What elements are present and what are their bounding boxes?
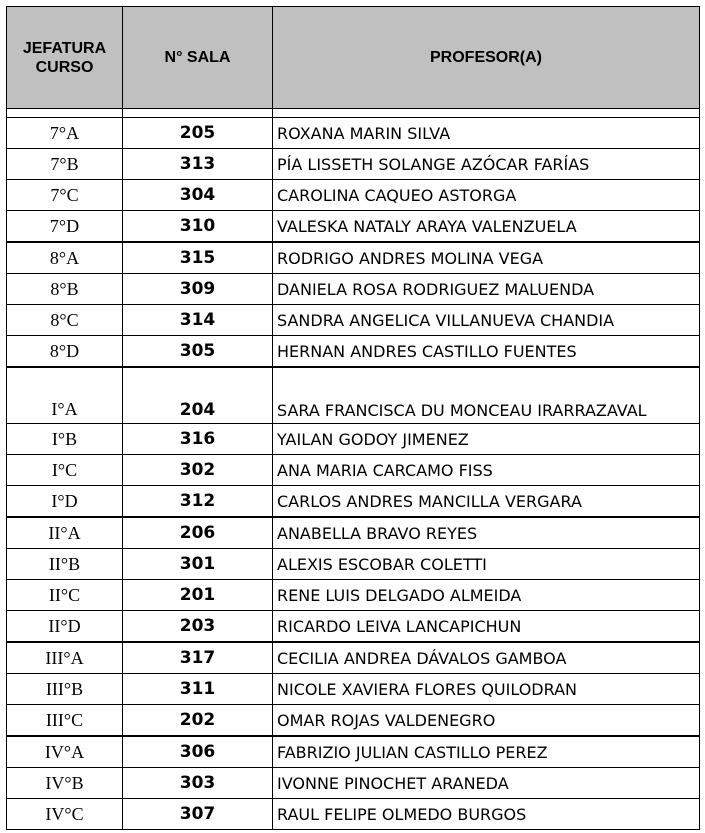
profesor-cell: RICARDO LEIVA LANCAPICHUN bbox=[273, 611, 700, 643]
table-row bbox=[7, 180, 700, 211]
jefatura-table bbox=[6, 6, 700, 830]
profesor-cell: RAUL FELIPE OLMEDO BURGOS bbox=[273, 799, 700, 830]
curso-cell: II°A bbox=[7, 517, 123, 549]
sala-cell: 201 bbox=[123, 580, 273, 611]
sala-cell: 206 bbox=[123, 517, 273, 549]
sala-cell: 304 bbox=[123, 180, 273, 211]
spacer-row bbox=[7, 109, 700, 118]
curso-cell: 8°C bbox=[7, 305, 123, 336]
table-row bbox=[7, 642, 700, 674]
sala-cell: 306 bbox=[123, 736, 273, 768]
curso-cell: I°B bbox=[7, 424, 123, 455]
table-row bbox=[7, 768, 700, 799]
curso-cell: II°D bbox=[7, 611, 123, 643]
profesor-cell: FABRIZIO JULIAN CASTILLO PEREZ bbox=[273, 736, 700, 768]
curso-cell: III°B bbox=[7, 674, 123, 705]
profesor-cell: VALESKA NATALY ARAYA VALENZUELA bbox=[273, 211, 700, 243]
sala-cell: 312 bbox=[123, 486, 273, 518]
table-row bbox=[7, 705, 700, 737]
curso-cell: 7°B bbox=[7, 149, 123, 180]
profesor-cell: SANDRA ANGELICA VILLANUEVA CHANDIA bbox=[273, 305, 700, 336]
sala-cell: 302 bbox=[123, 455, 273, 486]
sala-cell: 309 bbox=[123, 274, 273, 305]
curso-cell: 8°A bbox=[7, 242, 123, 274]
table-row bbox=[7, 486, 700, 518]
sala-cell: 301 bbox=[123, 549, 273, 580]
sala-cell: 307 bbox=[123, 799, 273, 830]
profesor-cell: IVONNE PINOCHET ARANEDA bbox=[273, 768, 700, 799]
profesor-cell: OMAR ROJAS VALDENEGRO bbox=[273, 705, 700, 737]
curso-cell: III°C bbox=[7, 705, 123, 737]
curso-cell: 8°D bbox=[7, 336, 123, 368]
curso-cell: II°B bbox=[7, 549, 123, 580]
profesor-cell: CECILIA ANDREA DÁVALOS GAMBOA bbox=[273, 642, 700, 674]
profesor-cell: YAILAN GODOY JIMENEZ bbox=[273, 424, 700, 455]
sala-cell: 305 bbox=[123, 336, 273, 368]
header-jefatura-curso bbox=[7, 7, 123, 109]
sala-cell: 316 bbox=[123, 424, 273, 455]
profesor-cell: ANA MARIA CARCAMO FISS bbox=[273, 455, 700, 486]
profesor-cell: HERNAN ANDRES CASTILLO FUENTES bbox=[273, 336, 700, 368]
table-row bbox=[7, 274, 700, 305]
header-row bbox=[7, 7, 700, 109]
table-row bbox=[7, 549, 700, 580]
header-profesor: PROFESOR(A) bbox=[273, 7, 700, 109]
sala-cell: 317 bbox=[123, 642, 273, 674]
profesor-cell: CAROLINA CAQUEO ASTORGA bbox=[273, 180, 700, 211]
profesor-cell: SARA FRANCISCA DU MONCEAU IRARRAZAVAL bbox=[273, 367, 700, 424]
curso-cell: I°C bbox=[7, 455, 123, 486]
profesor-cell: RODRIGO ANDRES MOLINA VEGA bbox=[273, 242, 700, 274]
profesor-cell: NICOLE XAVIERA FLORES QUILODRAN bbox=[273, 674, 700, 705]
profesor-cell: ROXANA MARIN SILVA bbox=[273, 118, 700, 149]
sala-cell: 204 bbox=[123, 367, 273, 424]
table-row bbox=[7, 367, 700, 424]
header-jefatura-line2: CURSO bbox=[35, 58, 94, 76]
profesor-cell: RENE LUIS DELGADO ALMEIDA bbox=[273, 580, 700, 611]
curso-cell: 7°C bbox=[7, 180, 123, 211]
sala-cell: 315 bbox=[123, 242, 273, 274]
curso-cell: 8°B bbox=[7, 274, 123, 305]
curso-cell: IV°B bbox=[7, 768, 123, 799]
table-row bbox=[7, 305, 700, 336]
table-row bbox=[7, 611, 700, 643]
sala-cell: 314 bbox=[123, 305, 273, 336]
sala-cell: 303 bbox=[123, 768, 273, 799]
curso-cell: III°A bbox=[7, 642, 123, 674]
header-sala: N° SALA bbox=[123, 7, 273, 109]
table-row bbox=[7, 736, 700, 768]
profesor-cell: ALEXIS ESCOBAR COLETTI bbox=[273, 549, 700, 580]
curso-cell: II°C bbox=[7, 580, 123, 611]
table-row bbox=[7, 424, 700, 455]
table-row bbox=[7, 118, 700, 149]
curso-cell: I°A bbox=[7, 367, 123, 424]
sala-cell: 313 bbox=[123, 149, 273, 180]
table-row bbox=[7, 674, 700, 705]
profesor-cell: ANABELLA BRAVO REYES bbox=[273, 517, 700, 549]
curso-cell: 7°D bbox=[7, 211, 123, 243]
table-row bbox=[7, 149, 700, 180]
sala-cell: 202 bbox=[123, 705, 273, 737]
profesor-cell: DANIELA ROSA RODRIGUEZ MALUENDA bbox=[273, 274, 700, 305]
table-row bbox=[7, 455, 700, 486]
profesor-cell: PÍA LISSETH SOLANGE AZÓCAR FARÍAS bbox=[273, 149, 700, 180]
curso-cell: IV°A bbox=[7, 736, 123, 768]
curso-cell: I°D bbox=[7, 486, 123, 518]
sala-cell: 205 bbox=[123, 118, 273, 149]
table-row bbox=[7, 336, 700, 368]
sala-cell: 203 bbox=[123, 611, 273, 643]
table-row bbox=[7, 211, 700, 243]
sala-cell: 310 bbox=[123, 211, 273, 243]
profesor-cell: CARLOS ANDRES MANCILLA VERGARA bbox=[273, 486, 700, 518]
sala-cell: 311 bbox=[123, 674, 273, 705]
table-row bbox=[7, 580, 700, 611]
table-row bbox=[7, 799, 700, 830]
header-jefatura-line1: JEFATURA bbox=[22, 39, 107, 57]
curso-cell: 7°A bbox=[7, 118, 123, 149]
table-row bbox=[7, 242, 700, 274]
table-row bbox=[7, 517, 700, 549]
curso-cell: IV°C bbox=[7, 799, 123, 830]
